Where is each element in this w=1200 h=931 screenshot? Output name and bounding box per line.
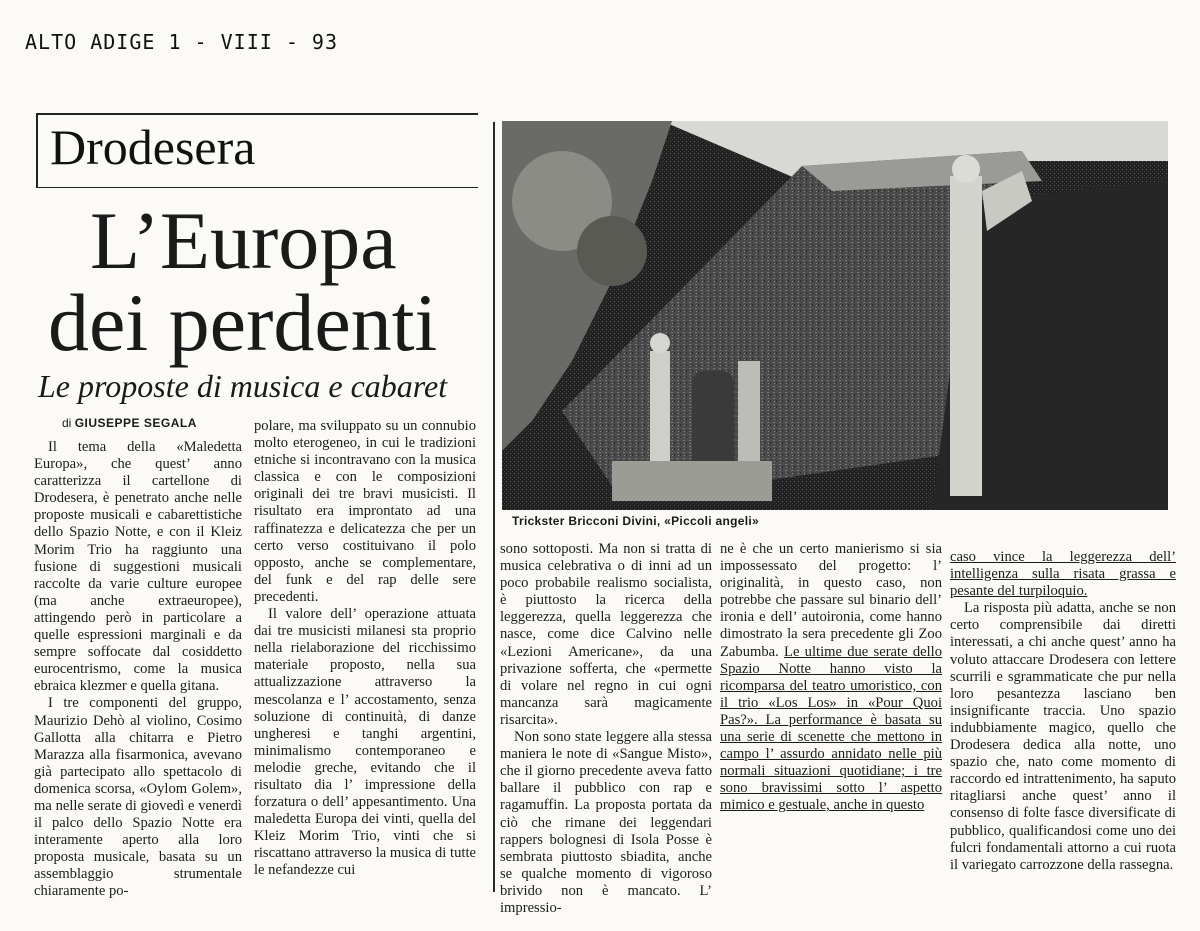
rubric-heading: Drodesera	[50, 119, 256, 175]
paragraph: I tre componenti del gruppo, Maurizio Dehò al violino, Cosimo Gallotta alla chitarra e Pietro Marazza alla fisarmonica, avevano già partecipato allo spettacolo di domenica scorsa, «Oylom Golem», ma nelle serate di giovedì e venerdì il palco dello Spazio Notte era interamente aperto alla loro proposta musicale, basata su un assemblaggio strumentale chiaramente po-	[34, 695, 242, 900]
paragraph: La risposta più adatta, anche se non certo comprensibile dai diretti interessati, a chi anche quest’ anno ha voluto attaccare Drodesera con lettere scurrili e sgrammaticate che pur nella loro pesantezza lasciano ben insignificante traccia. Uno spazio indubbiamente magico, quello che Drodesera dedica alla notte, uno spazio che, nato come momento di raccordo ed intrattenimento, ha saputo ritagliarsi anche quest’ anno il consenso di folte fasce diversificate di pubblico, qualificandosi come uno dei fulcri fondamentali attorno a cui ruota il variegato carrozzone della rassegna.	[950, 600, 1176, 873]
underlined-passage: caso vince la leggerezza dell’ intelligenza sulla risata grassa e pesante del turpiloquio.	[950, 549, 1176, 600]
article-column-5	[950, 549, 1176, 874]
headline-line-2: dei perdenti	[48, 277, 438, 368]
article-column-1	[34, 439, 242, 901]
headline-line-1: L’Europa	[90, 195, 397, 286]
article-column-2	[254, 418, 476, 880]
paragraph: Il valore dell’ operazione attuata dai tre musicisti milanesi sta proprio nella rielaborazione del ricchissimo materiale proposto, nella sua attualizzazione attraverso la mescolanza e l’ accostamento, senza soluzione di continuità, di danze ungheresi e tanghi argentini, minimalismo contemporaneo e melodie greche, evitando che il risultato dia l’ impressione della forzatura o dell’ appesantimento. Una maledetta Europa dei vinti, quella del Kleiz Morim Trio, vinti che si riscattano attraverso la musica di tutte le nefandezze cui	[254, 606, 476, 879]
subtitle: Le proposte di musica e cabaret	[38, 368, 448, 404]
column-divider	[493, 122, 495, 892]
byline	[62, 416, 197, 430]
photo-illustration	[502, 121, 1168, 510]
byline-prefix: di	[62, 416, 72, 430]
paragraph	[720, 541, 942, 815]
paragraph: Non sono state leggere alla stessa maniera le note di «Sangue Misto», che il giorno precedente aveva fatto ballare il pubblico con rap e ragamuffin. La proposta portata da ciò che rimane dei leggendari rappers bolognesi di Isola Posse è sembrata piuttosto sbiadita, anche se qualche momento di vigoroso brivido non è mancato. L’ impressio-	[500, 729, 712, 916]
paragraph: polare, ma sviluppato su un connubio molto eterogeneo, in cui le tradizioni etniche si incontravano con la musica classica e con le composizioni originali dei tre bravi musicisti. Il risultato era improntato ad una raffinatezza e delicatezza che per un certo verso costituivano il polo opposto, anche se complementare, del funk e del rap delle sere precedenti.	[254, 418, 476, 605]
performance-photo	[502, 121, 1168, 510]
underlined-passage: Le ultime due serate dello Spazio Notte hanno visto la ricomparsa del teatro umoristico, con il trio «Los Los» in «Pour Quoi Pas?». La performance è basata su una serie di scenette che mettono in campo l’ assurdo annidato nelle più normali situazioni quotidiane; i tre sono bravissimi sotto l’ aspetto mimico e gestuale, anche in questo	[720, 643, 942, 814]
paragraph: Il tema della «Maledetta Europa», che quest’ anno caratterizza il cartellone di Drodesera, è penetrato anche nelle proposte musicali e cabarettistiche dello Spazio Notte, e con il Kleiz Morim Trio ha raggiunto una fusione di suggestioni musicali raccolte da varie culture europee (ma anche extraeuropee), attingendo però in particolare a quelle espressioni marginali e da sempre soffocate dal cosiddetto eurocentrismo, come la musica ebraica klezmer e quella gitana.	[34, 439, 242, 695]
paragraph: sono sottoposti. Ma non si tratta di musica celebrativa o di inni ad un poco probabile realismo socialista, è piuttosto la ricerca della leggerezza, quella leggerezza che nasce, come dice Calvino nelle «Lezioni Americane», da una privazione sofferta, che «permette di volare nel regno in cui ogni mancanza sarà magicamente risarcita».	[500, 541, 712, 728]
photo-caption: Trickster Bricconi Divini, «Piccoli angeli»	[512, 514, 759, 528]
article-column-3	[500, 541, 712, 917]
paragraph-text: ne è che un certo manierismo si sia impossessato del progetto: l’ originalità, in questo caso, non potrebbe che passare sul binario dell’ ironia e dell’ autoironia, come hanno dimostrato la sera precedente gli Zoo Zabumba.	[720, 541, 942, 660]
author-name: GIUSEPPE SEGALA	[74, 416, 197, 430]
handwritten-source-note: ALTO ADIGE 1 - VIII - 93	[25, 30, 338, 54]
article-column-4	[720, 541, 942, 815]
